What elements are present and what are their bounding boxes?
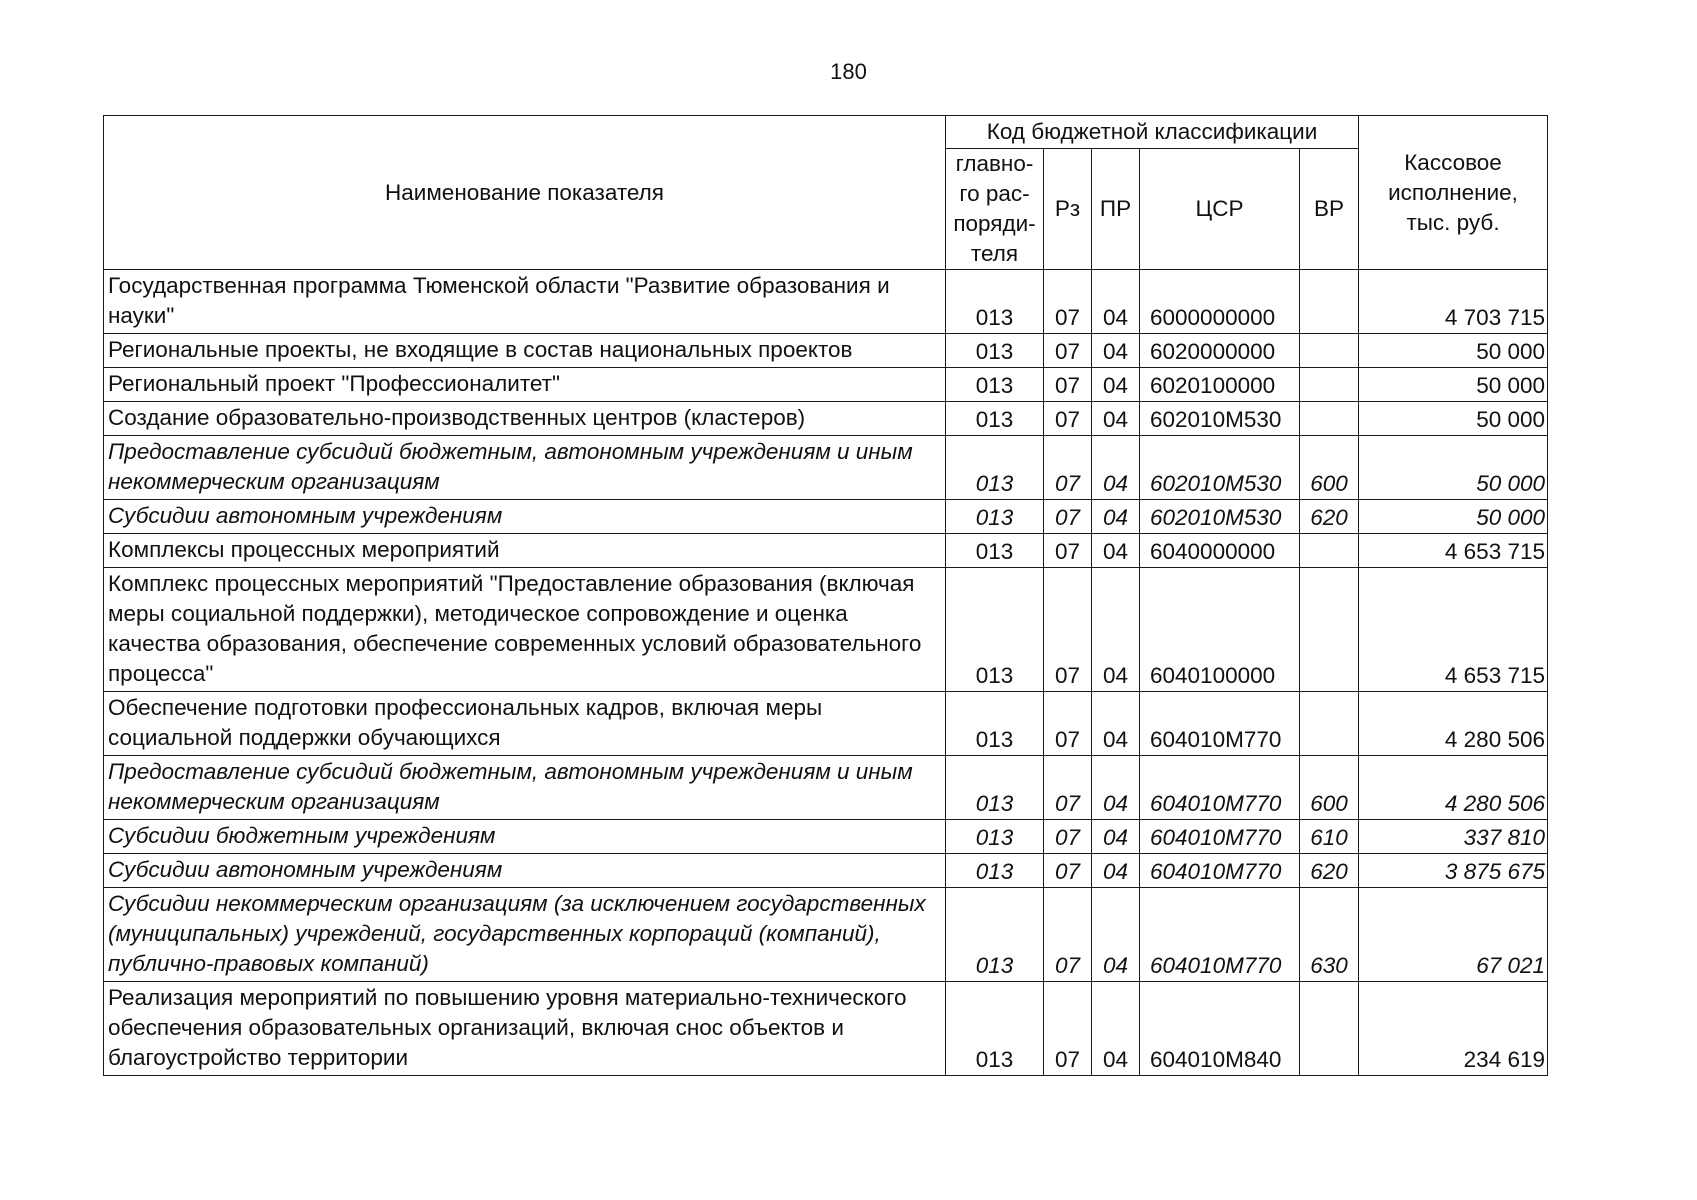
cell-expense-type: 620 — [1300, 500, 1359, 534]
cell-subsection: 04 — [1092, 568, 1140, 692]
cell-indicator-name: Создание образовательно-производственных центров (кластеров) — [104, 402, 946, 436]
table-row — [104, 534, 1548, 568]
cell-subsection: 04 — [1092, 500, 1140, 534]
header-subsection: ПР — [1092, 149, 1140, 270]
cell-section: 07 — [1044, 368, 1092, 402]
header-target-article: ЦСР — [1140, 149, 1300, 270]
cell-expense-type: 600 — [1300, 756, 1359, 820]
cell-subsection: 04 — [1092, 270, 1140, 334]
cell-expense-type — [1300, 334, 1359, 368]
cell-subsection: 04 — [1092, 692, 1140, 756]
cell-target-article: 604010М840 — [1140, 982, 1300, 1076]
table-row — [104, 982, 1548, 1076]
cell-cash-execution: 4 653 715 — [1359, 534, 1548, 568]
table-row — [104, 270, 1548, 334]
cell-chief-administrator: 013 — [946, 500, 1044, 534]
table-row — [104, 888, 1548, 982]
cell-indicator-name: Комплексы процессных мероприятий — [104, 534, 946, 568]
table-row — [104, 854, 1548, 888]
cell-target-article: 604010М770 — [1140, 756, 1300, 820]
table-header — [104, 116, 1548, 270]
cell-subsection: 04 — [1092, 982, 1140, 1076]
cell-subsection: 04 — [1092, 334, 1140, 368]
cell-expense-type: 600 — [1300, 436, 1359, 500]
cell-chief-administrator: 013 — [946, 402, 1044, 436]
cell-target-article: 6020000000 — [1140, 334, 1300, 368]
table-row — [104, 692, 1548, 756]
header-cash-execution-line: тыс. руб. — [1406, 209, 1500, 235]
cell-cash-execution: 4 280 506 — [1359, 692, 1548, 756]
cell-indicator-name: Предоставление субсидий бюджетным, автономным учреждениям и иным некоммерческим организациям — [104, 436, 946, 500]
header-section: Рз — [1044, 149, 1092, 270]
cell-chief-administrator: 013 — [946, 270, 1044, 334]
cell-section: 07 — [1044, 436, 1092, 500]
cell-target-article: 6000000000 — [1140, 270, 1300, 334]
cell-section: 07 — [1044, 568, 1092, 692]
header-chief-administrator-line: главно- — [955, 151, 1034, 176]
cell-section: 07 — [1044, 270, 1092, 334]
cell-indicator-name: Региональные проекты, не входящие в состав национальных проектов — [104, 334, 946, 368]
cell-indicator-name: Предоставление субсидий бюджетным, автономным учреждениям и иным некоммерческим организациям — [104, 756, 946, 820]
cell-cash-execution: 4 703 715 — [1359, 270, 1548, 334]
cell-section: 07 — [1044, 756, 1092, 820]
cell-expense-type — [1300, 402, 1359, 436]
cell-section: 07 — [1044, 692, 1092, 756]
cell-chief-administrator: 013 — [946, 568, 1044, 692]
cell-section: 07 — [1044, 500, 1092, 534]
cell-cash-execution: 3 875 675 — [1359, 854, 1548, 888]
cell-expense-type: 610 — [1300, 820, 1359, 854]
table-row — [104, 368, 1548, 402]
cell-indicator-name: Реализация мероприятий по повышению уровня материально-технического обеспечения образовательных организаций, включая снос объектов и благоустройство территории — [104, 982, 946, 1076]
cell-cash-execution: 50 000 — [1359, 436, 1548, 500]
header-chief-administrator-line: теля — [970, 241, 1019, 266]
header-expense-type: ВР — [1300, 149, 1359, 270]
cell-subsection: 04 — [1092, 436, 1140, 500]
header-chief-administrator-line: поряди- — [953, 211, 1036, 236]
cell-target-article: 604010М770 — [1140, 888, 1300, 982]
cell-indicator-name: Государственная программа Тюменской области "Развитие образования и науки" — [104, 270, 946, 334]
cell-chief-administrator: 013 — [946, 820, 1044, 854]
cell-expense-type — [1300, 692, 1359, 756]
cell-target-article: 6020100000 — [1140, 368, 1300, 402]
cell-section: 07 — [1044, 334, 1092, 368]
cell-chief-administrator: 013 — [946, 692, 1044, 756]
cell-cash-execution: 4 280 506 — [1359, 756, 1548, 820]
header-budget-classification-code: Код бюджетной классификации — [946, 116, 1359, 149]
cell-cash-execution: 234 619 — [1359, 982, 1548, 1076]
table-body — [104, 270, 1548, 1076]
cell-indicator-name: Комплекс процессных мероприятий "Предоставление образования (включая меры социальной поддержки), методическое сопровождение и оценка качества образования, обеспечение современных условий образовательного процесса" — [104, 568, 946, 692]
cell-section: 07 — [1044, 402, 1092, 436]
cell-expense-type: 630 — [1300, 888, 1359, 982]
cell-expense-type — [1300, 982, 1359, 1076]
cell-subsection: 04 — [1092, 756, 1140, 820]
cell-indicator-name: Субсидии некоммерческим организациям (за исключением государственных (муниципальных) учреждений, государственных корпораций (компаний), публично-правовых компаний) — [104, 888, 946, 982]
header-cash-execution — [1359, 116, 1548, 270]
table-row — [104, 436, 1548, 500]
cell-section: 07 — [1044, 982, 1092, 1076]
cell-indicator-name: Субсидии бюджетным учреждениям — [104, 820, 946, 854]
cell-subsection: 04 — [1092, 820, 1140, 854]
cell-expense-type — [1300, 270, 1359, 334]
cell-indicator-name: Субсидии автономным учреждениям — [104, 854, 946, 888]
cell-subsection: 04 — [1092, 368, 1140, 402]
table-row — [104, 402, 1548, 436]
cell-subsection: 04 — [1092, 854, 1140, 888]
header-chief-administrator-line: го рас- — [959, 181, 1030, 206]
cell-target-article: 6040000000 — [1140, 534, 1300, 568]
cell-expense-type — [1300, 534, 1359, 568]
header-cash-execution-line: исполнение, — [1388, 179, 1518, 205]
header-name: Наименование показателя — [104, 116, 946, 270]
page-number: 180 — [830, 59, 867, 84]
table-row — [104, 334, 1548, 368]
table-row — [104, 820, 1548, 854]
cell-section: 07 — [1044, 888, 1092, 982]
cell-target-article: 6040100000 — [1140, 568, 1300, 692]
cell-chief-administrator: 013 — [946, 982, 1044, 1076]
cell-target-article: 604010М770 — [1140, 854, 1300, 888]
cell-indicator-name: Обеспечение подготовки профессиональных кадров, включая меры социальной поддержки обучающихся — [104, 692, 946, 756]
cell-cash-execution: 4 653 715 — [1359, 568, 1548, 692]
table-row — [104, 568, 1548, 692]
cell-chief-administrator: 013 — [946, 368, 1044, 402]
header-chief-administrator — [946, 149, 1044, 270]
cell-chief-administrator: 013 — [946, 854, 1044, 888]
cell-target-article: 602010М530 — [1140, 436, 1300, 500]
cell-subsection: 04 — [1092, 534, 1140, 568]
cell-cash-execution: 50 000 — [1359, 500, 1548, 534]
cell-chief-administrator: 013 — [946, 436, 1044, 500]
cell-expense-type — [1300, 368, 1359, 402]
cell-cash-execution: 67 021 — [1359, 888, 1548, 982]
cell-target-article: 604010М770 — [1140, 820, 1300, 854]
cell-chief-administrator: 013 — [946, 888, 1044, 982]
cell-chief-administrator: 013 — [946, 534, 1044, 568]
cell-section: 07 — [1044, 854, 1092, 888]
cell-section: 07 — [1044, 534, 1092, 568]
cell-cash-execution: 50 000 — [1359, 402, 1548, 436]
cell-cash-execution: 337 810 — [1359, 820, 1548, 854]
table-row — [104, 500, 1548, 534]
cell-expense-type: 620 — [1300, 854, 1359, 888]
cell-cash-execution: 50 000 — [1359, 334, 1548, 368]
cell-cash-execution: 50 000 — [1359, 368, 1548, 402]
header-cash-execution-line: Кассовое — [1404, 149, 1502, 175]
cell-expense-type — [1300, 568, 1359, 692]
cell-target-article: 602010М530 — [1140, 402, 1300, 436]
cell-section: 07 — [1044, 820, 1092, 854]
cell-subsection: 04 — [1092, 888, 1140, 982]
cell-target-article: 602010М530 — [1140, 500, 1300, 534]
budget-execution-table — [103, 115, 1548, 1076]
table-row — [104, 756, 1548, 820]
cell-chief-administrator: 013 — [946, 756, 1044, 820]
cell-indicator-name: Субсидии автономным учреждениям — [104, 500, 946, 534]
cell-indicator-name: Региональный проект "Профессионалитет" — [104, 368, 946, 402]
cell-subsection: 04 — [1092, 402, 1140, 436]
cell-target-article: 604010М770 — [1140, 692, 1300, 756]
cell-chief-administrator: 013 — [946, 334, 1044, 368]
